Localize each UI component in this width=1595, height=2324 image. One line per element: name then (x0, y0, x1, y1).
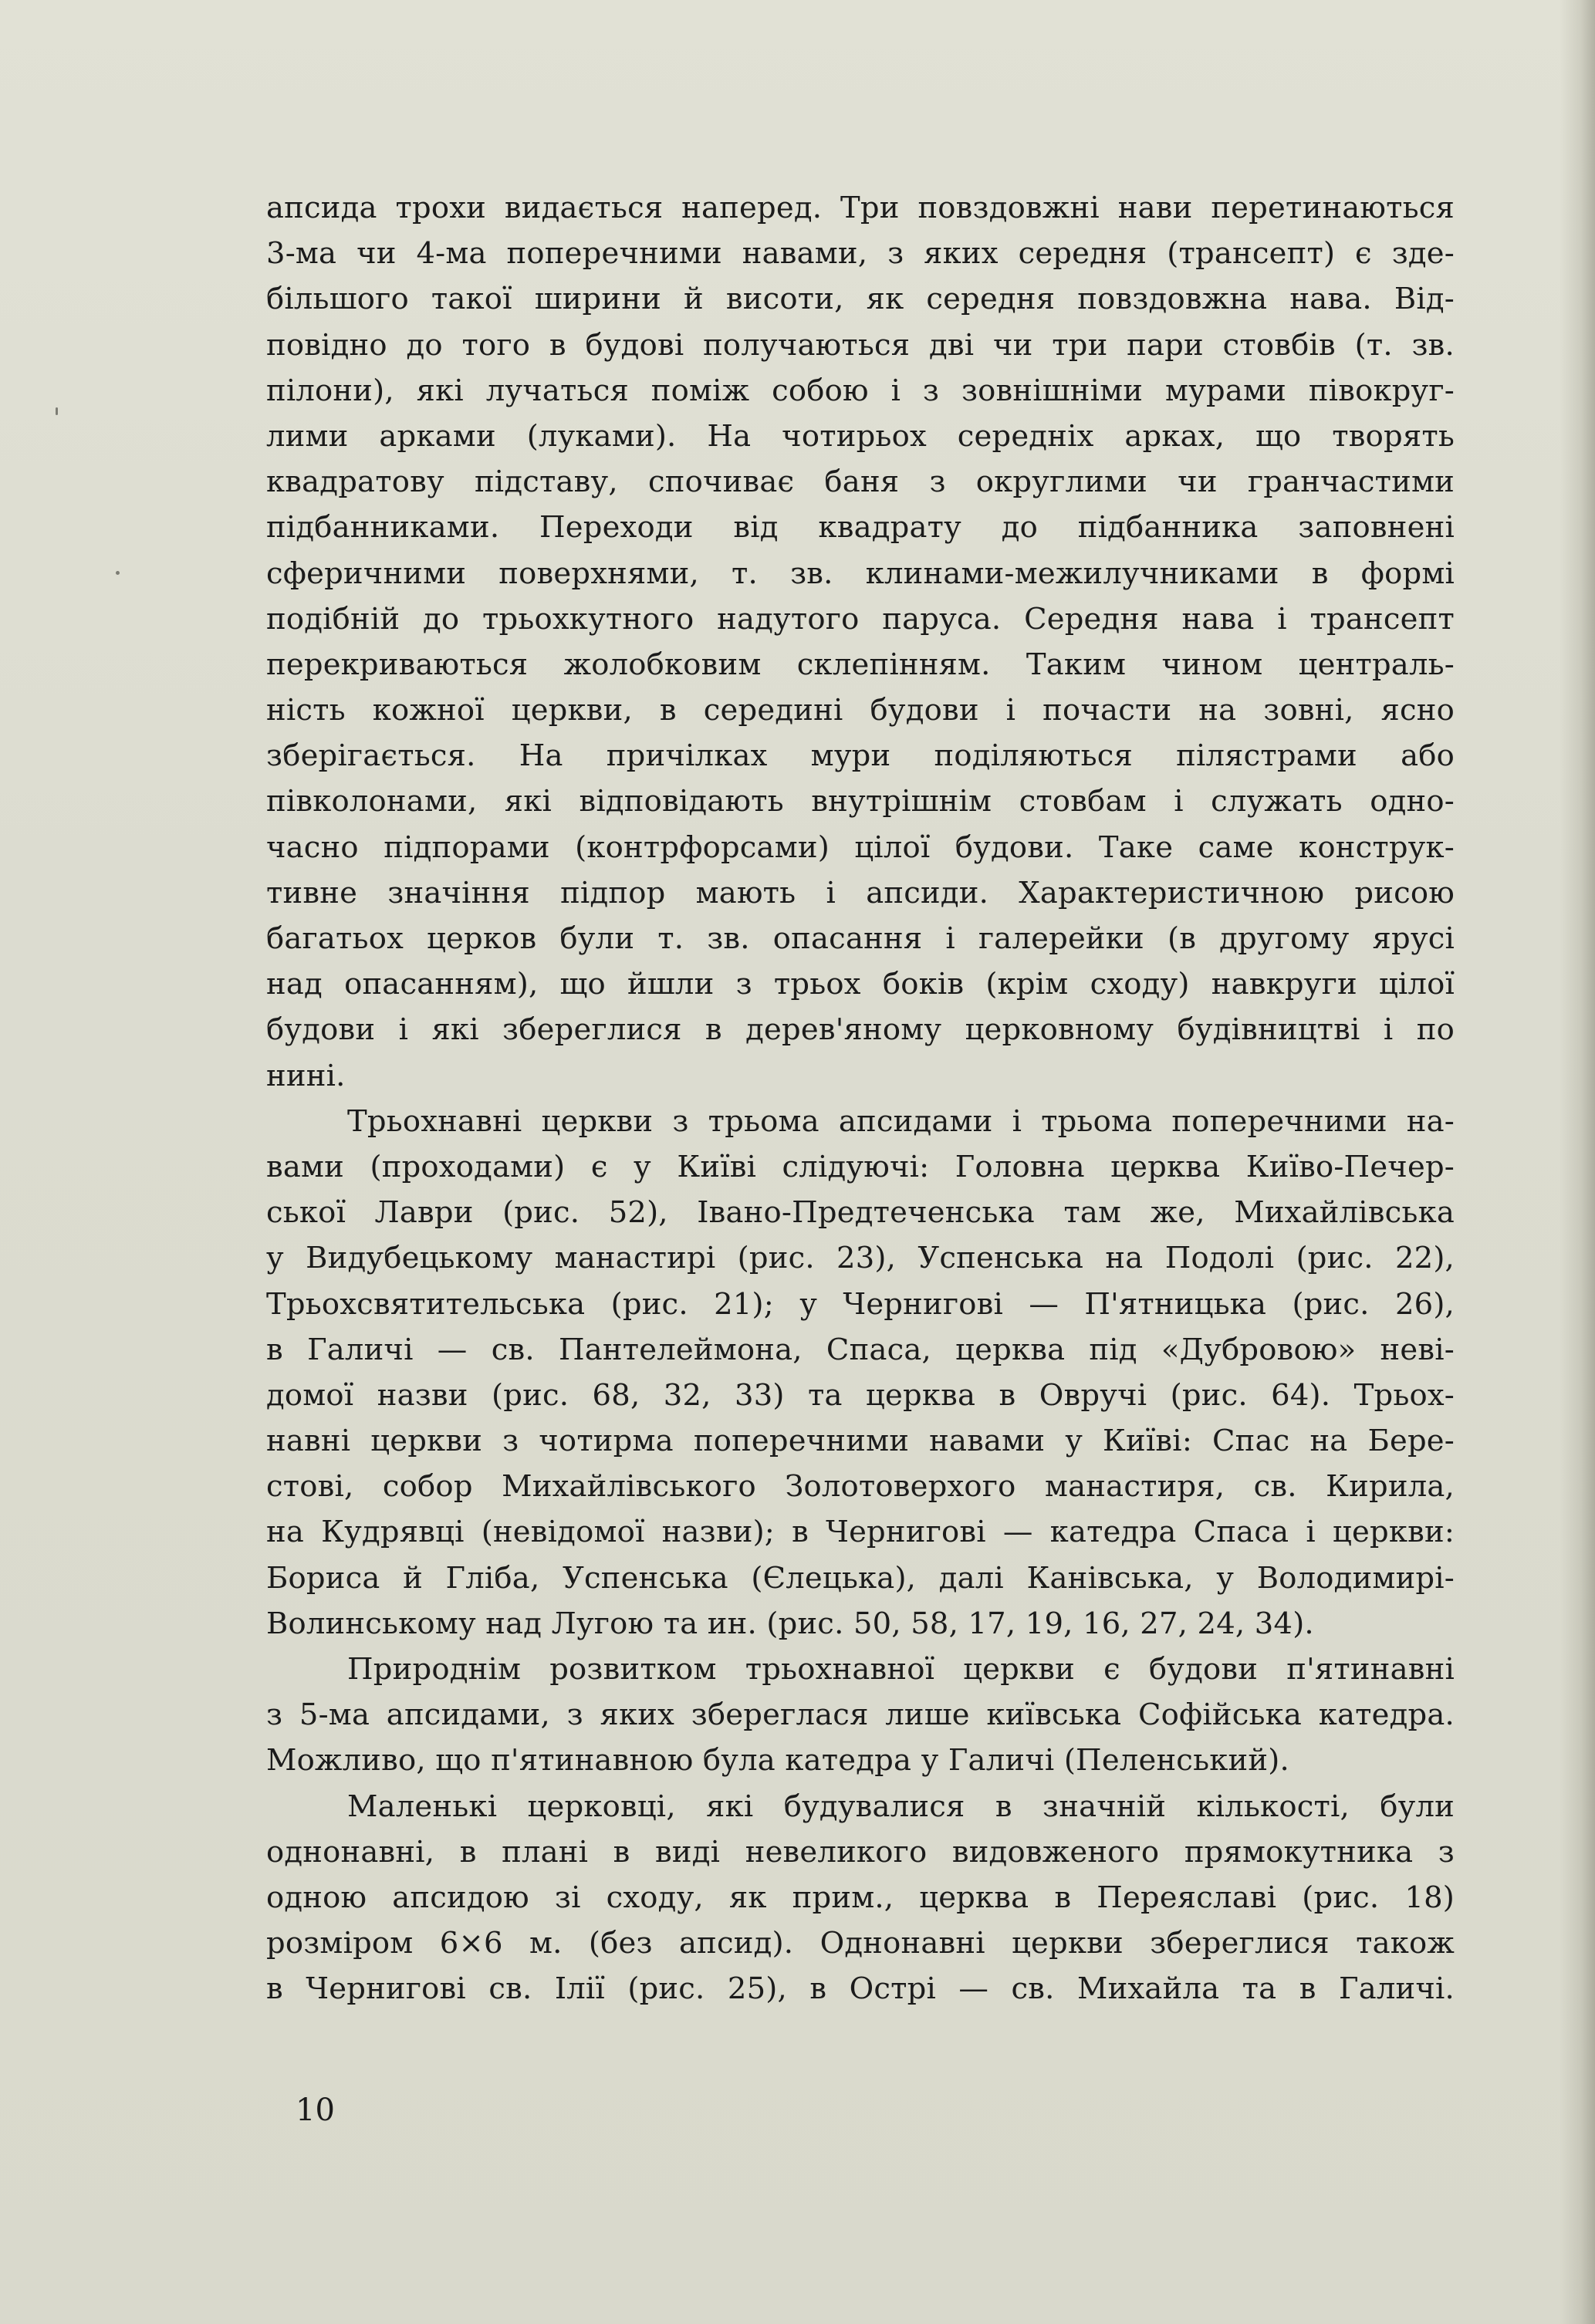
text-line: розміром 6×6 м. (без апсид). Однонавні церкви збереглися також (266, 1926, 1455, 1961)
text-line: в Галичі — св. Пантелеймона, Спаса, церква під «Дубровою» неві- (266, 1332, 1455, 1367)
text-line: часно підпорами (контрфорсами) цілої будови. Таке саме конструк- (266, 829, 1455, 865)
text-line: Можливо, що п'ятинавною була катедра у Галичі (Пеленський). (266, 1743, 1289, 1778)
body-text (266, 185, 1455, 2012)
text-line: зберігається. На причілках мури поділяються пілястрами або (266, 738, 1455, 774)
page-number: 10 (296, 2093, 335, 2128)
text-line: сферичними поверхнями, т. зв. клинами-межилучниками в формі (266, 556, 1455, 591)
text-line: 3-ма чи 4-ма поперечними навами, з яких середня (трансепт) є зде- (266, 236, 1455, 272)
text-line: одною апсидою зі сходу, як прим., церква в Переяславі (рис. 18) (266, 1880, 1455, 1915)
text-line: Бориса й Гліба, Успенська (Єлецька), далі Канівська, у Володимирі- (266, 1560, 1455, 1596)
text-line: пілони), які лучаться поміж собою і з зовнішніми мурами півокруг- (266, 373, 1455, 408)
text-line: домої назви (рис. 68, 32, 33) та церква в Овручі (рис. 64). Трьох- (266, 1377, 1455, 1413)
paragraph-2 (266, 1099, 1455, 1647)
text-line: нині. (266, 1058, 346, 1093)
text-line: стові, собор Михайлівського Золотоверхого манастиря, св. Кирила, (266, 1469, 1455, 1505)
text-line: Маленькі церковці, які будувалися в значній кількості, були (347, 1789, 1455, 1824)
text-line: Природнім розвитком трьохнавної церкви є будови п'ятинавні (347, 1652, 1455, 1687)
text-line: Трьохсвятительська (рис. 21); у Чернигові — П'ятницька (рис. 26), (266, 1286, 1455, 1322)
text-line: на Кудрявці (невідомої назви); в Чернигові — катедра Спаса і церкви: (266, 1515, 1455, 1550)
page-edge-shadow (1560, 0, 1595, 2324)
text-line: лими арками (луками). На чотирьох середніх арках, що творять (266, 418, 1455, 454)
text-line: з 5-ма апсидами, з яких збереглася лише київська Софійська катедра. (266, 1697, 1455, 1733)
text-line: півколонами, які відповідають внутрішнім стовбам і служать одно- (266, 784, 1455, 819)
text-line: тивне значіння підпор мають і апсиди. Характеристичною рисою (266, 875, 1455, 910)
text-line: подібній до трьохкутного надутого паруса. Середня нава і трансепт (266, 601, 1455, 637)
text-line: квадратову підставу, спочиває баня з округлими чи гранчастими (266, 464, 1455, 500)
text-line: над опасанням), що йшли з трьох боків (крім сходу) навкруги цілої (266, 967, 1455, 1002)
text-line: будови і які збереглися в дерев'яному церковному будівництві і по (266, 1012, 1455, 1048)
text-line: повідно до того в будові получаються дві чи три пари стовбів (т. зв. (266, 327, 1455, 363)
text-line: вами (проходами) є у Київі слідуючі: Головна церква Київо-Печер- (266, 1149, 1455, 1184)
paragraph-3 (266, 1647, 1455, 1784)
text-line: перекриваються жолобковим склепінням. Таким чином централь- (266, 647, 1455, 682)
paper-speck (56, 407, 58, 415)
text-line: Трьохнавні церкви з трьома апсидами і трьома поперечними на- (347, 1103, 1455, 1139)
text-line: Волинському над Лугою та ин. (рис. 50, 58, 17, 19, 16, 27, 24, 34). (266, 1606, 1314, 1641)
text-line: апсида трохи видається наперед. Три повздовжні нави перетинаються (266, 191, 1455, 225)
paper-speck (116, 571, 120, 575)
paragraph-1 (266, 185, 1455, 1099)
text-line: в Чернигові св. Ілії (рис. 25), в Острі — св. Михайла та в Галичі. (266, 1971, 1455, 2007)
text-line: більшого такої ширини й висоти, як середня повздовжна нава. Від- (266, 282, 1455, 317)
text-line: однонавні, в плані в виді невеликого видовженого прямокутника з (266, 1834, 1455, 1870)
text-line: багатьох церков були т. зв. опасання і галерейки (в другому ярусі (266, 921, 1455, 956)
text-line: навні церкви з чотирма поперечними навами у Київі: Спас на Бере- (266, 1424, 1455, 1459)
text-line: у Видубецькому манастирі (рис. 23), Успенська на Подолі (рис. 22), (266, 1241, 1455, 1276)
paragraph-4 (266, 1784, 1455, 2012)
text-line: ської Лаври (рис. 52), Івано-Предтеченська там же, Михайлівська (266, 1195, 1455, 1231)
text-line: ність кожної церкви, в середині будови і почасти на зовні, ясно (266, 693, 1455, 728)
text-line: підбанниками. Переходи від квадрату до підбанника заповнені (266, 510, 1455, 546)
